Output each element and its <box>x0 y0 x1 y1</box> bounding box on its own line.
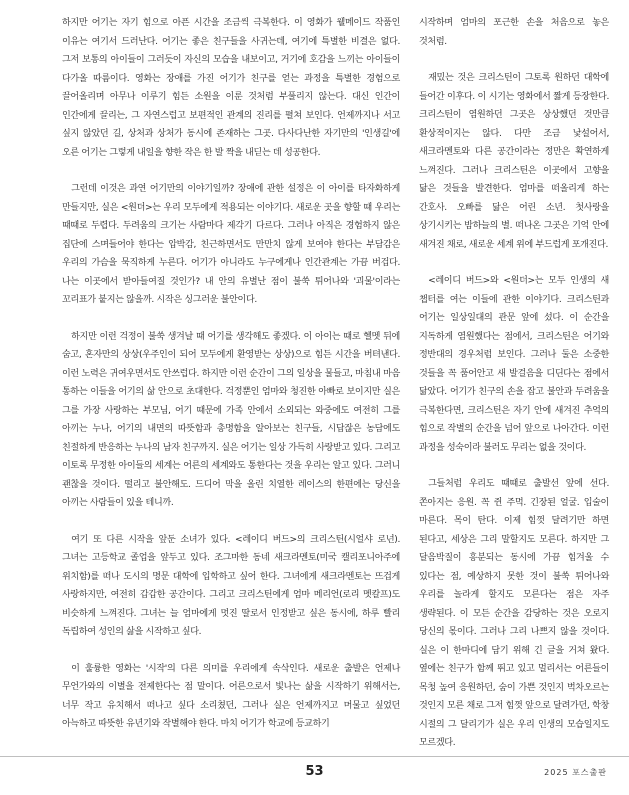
paragraph: 여기 또 다른 시작을 앞둔 소녀가 있다. <레이디 버드>의 크리스틴(시얼샤 로넌). 그녀는 고등학교 졸업을 앞두고 있다. 조그마한 동네 새크라멘토(미국 캘리포니아주에 위치함)를 떠나 도시의 명문 대학에 입학하고 싶어 한다. 그녀에게 새크라멘토는 뜨겁게 사랑하지만, 여전히 갑갑한 공간이다. 그리고 크리스틴에게 엄마 메리언(로리 멧칼프)도 비슷하게 느껴진다. 그녀는 늘 엄마에게 멋진 딸로서 인정받고 싶은 동시에, 하루 빨리 독립하여 성인의 삶을 시작하고 싶다. <box>62 534 400 637</box>
publisher-label: 2025 포스출판 <box>544 768 607 777</box>
paragraph: 하지만 이런 걱정이 불쑥 생겨날 때 어기를 생각해도 좋겠다. 이 아이는 때로 헬멧 뒤에 숨고, 혼자만의 상상(우주인이 되어 모두에게 환영받는 상상)으로 힘든 시간을 버텨낸다. 이런 노력은 귀여우면서도 안쓰럽다. 하지만 이런 순간이 그의 일상을 물들고, 마침내 마음 통하는 이들을 어기의 삶 안으로 초대한다. 걱정뿐인 엄마와 청진한 아빠로 보이지만 실은 그를 가장 사랑하는 부모님, 어기 때문에 가족 안에서 소외되는 와중에도 여전히 그를 아끼는 누나, 어기의 내면의 따뜻함과 총명함을 알아보는 친구들, 시답잖은 농담에도 친절하게 반응하는 누나의 남자 친구까지. 실은 어기는 일상 가득히 사랑받고 있다. 그리고 이토록 무정한 아이들의 세계는 어른의 세계와도 통한다는 것을 우리는 알고 있다. 그러니 괜찮을 것이다. 떨리고 불안해도. 드디어 막을 올린 치열한 레이스의 한편에는 당신을 아끼는 사람들이 있을 테니까. <box>62 331 400 508</box>
right-column <box>419 14 609 771</box>
paragraph: <레이디 버드>와 <원더>는 모두 인생의 새 챕터를 여는 이들에 관한 이야기다. 크리스틴과 어기는 일상일대의 관문 앞에 섰다. 이 순간을 지독하게 염원했다는 점에서, 크리스틴은 어기와 정반대의 경우처럼 보인다. 그러나 둘은 소중한 것들을 꼭 품어안고 새 발걸음을 디딘다는 점에서 닮았다. 어기가 친구의 손을 잡고 불안과 두려움을 극복한다면, 크리스틴은 자기 안에 새겨진 추억의 힘으로 작별의 순간을 넘어 앞으로 나아간다. 이런 과정을 성숙이라 불러도 무리는 없을 것이다. <box>419 276 609 453</box>
paragraph: 재밌는 것은 크리스틴이 그토록 원하던 대학에 들어간 이후다. 이 시기는 영화에서 짧게 등장한다. 크리스틴이 염원하던 그곳은 상상했던 것만큼 환상적이지는 않다. 다만 조금 낯설어서, 새크라멘토와 다른 공간이라는 정만은 확연하게 느껴진다. 그러나 크리스틴은 이곳에서 고향을 닮은 것들을 발견한다. 엄마를 떠올리게 하는 간호사. 오빠를 닮은 어린 소년. 첫사랑을 상기시키는 밤하늘의 별. 떠나온 그곳은 기억 안에 새겨진 채로, 새로운 세계 위에 부드럽게 포개진다. <box>419 73 609 250</box>
paragraph: 시작하며 엄마의 포근한 손을 처음으로 놓은 것처럼. <box>419 18 609 47</box>
left-column <box>62 14 400 752</box>
paragraph: 하지만 어기는 자기 힘으로 아픈 시간을 조금씩 극복한다. 이 영화가 웰메이드 작품인 이유는 여기서 드러난다. 어기는 좋은 친구들을 사귀는데, 여기에 특별한 비결은 없다. 그저 보통의 아이들이 그러듯이 자신의 모습을 내보이고, 거기에 호감을 느끼는 아이들이 다가올 따름이다. 영화는 장애를 가진 어기가 친구를 얻는 과정을 특별한 경험으로 끌어올리며 아무나 이루기 힘든 소원을 이룬 것처럼 부풀리지 않는다. 대신 인간이 인간에게 끌리는, 그 자연스럽고 보편적인 관계의 진리를 펼쳐 보인다. 언제까지나 서고 싶지 않았던 길, 상처과 상처가 동시에 존재하는 그곳. 다사다난한 자기만의 '인생길'에 오른 어기는 그렇게 내일을 향한 작은 한 발 짝을 내딛는 데 성공한다. <box>62 18 400 158</box>
page-number: 53 <box>305 764 324 779</box>
footer-divider <box>0 756 629 757</box>
paragraph: 이 훌륭한 영화는 '시작'의 다른 의미를 우리에게 속삭인다. 새로운 출발은 언제나 무언가와의 이별을 전제한다는 점 말이다. 어른으로서 빛나는 삶을 시작하기 위해서는, 너무 작고 유치해서 떠나고 싶다 소리쳤던, 그러나 실은 언제까지고 머물고 싶었던 아늑하고 따뜻한 유년기와 작별해야 한다. 마치 어기가 학교에 등교하기 <box>62 663 400 729</box>
paragraph: 그들처럼 우리도 때때로 출발선 앞에 선다. 쫀아지는 응원. 꼭 쥔 주먹. 긴장된 얼굴. 입술이 마른다. 목이 탄다. 이제 힘껏 달려기만 하면 된다고, 세상은 그리 말할지도 모른다. 하지만 그 달음박질이 흥분되는 동시에 가끔 힘겨울 수 있다는 점, 예상하지 못한 것이 불쑥 튀어나와 우리를 놀라게 할지도 모른다는 점은 자주 생략된다. 이 모든 순간을 감당하는 것은 오로지 당신의 몫이다. 그러나 그리 나쁘지 않을 것이다. 실은 이 한마디에 담기 위해 긴 글을 거쳐 왔다. 옆에는 친구가 함께 뛰고 있고 멀리서는 어른들이 목청 높여 응원하던, 숨이 가쁜 것인지 벅차오르는 것인지 모른 채로 그저 힘껏 앞으로 달려가던, 학창 시절의 그 달리기가 실은 우리 인생의 모습일지도 모르겠다. <box>419 479 609 748</box>
paragraph: 그런데 이것은 과연 어기만의 이야기일까? 장애에 관한 설정은 이 아이를 타자화하게 만들지만, 실은 <원더>는 우리 모두에게 적용되는 이야기다. 새로운 곳을 향할 때 우리는 때때로 두렵다. 두려움의 크기는 사람마다 제각기 다르다. 그러나 아직은 경험하지 않은 집단에 스며들어야 한다는 압박감, 친근하면서도 만만치 않게 보여야 한다는 부담감은 우리의 가슴을 묵직하게 누른다. 어기가 아니라도 누구에게나 인간관계는 가끔 버겁다. 나는 이곳에서 받아들여질 것인가? 내 안의 유별난 점이 불쑥 튀어나와 '괴물'이라는 꼬리표가 붙지는 않을까. 시작은 싱그러운 불안이다. <box>62 184 400 305</box>
